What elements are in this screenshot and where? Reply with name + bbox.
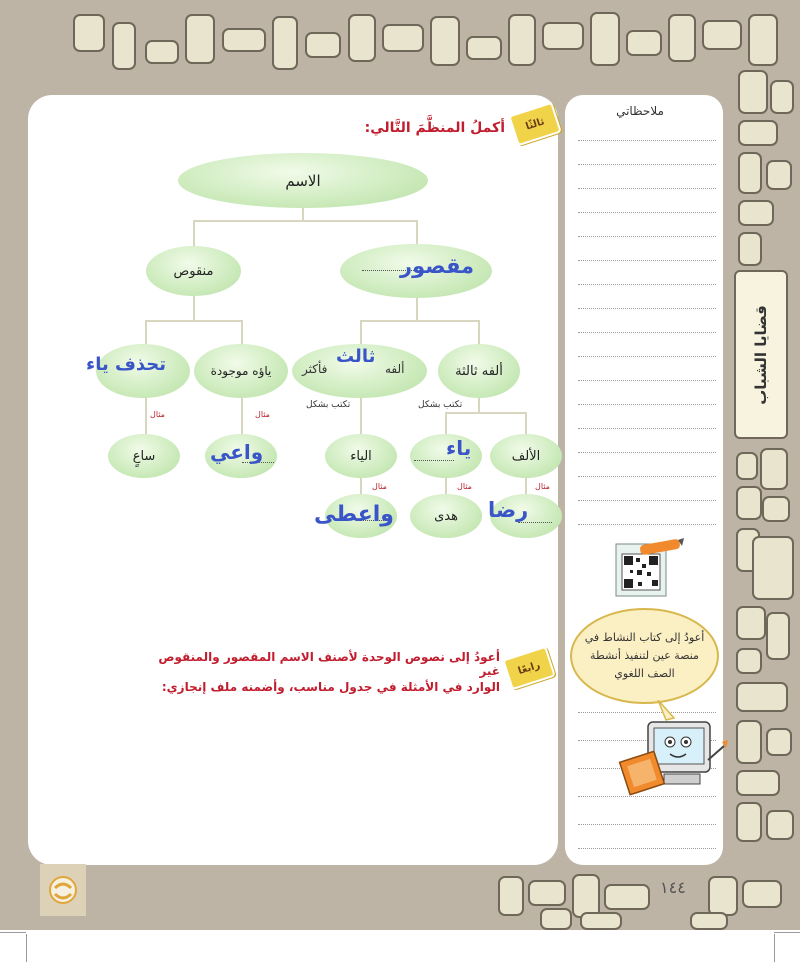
connector xyxy=(416,298,418,320)
publisher-logo-icon xyxy=(40,864,86,916)
notes-line xyxy=(578,140,716,141)
notes-line xyxy=(578,848,716,849)
answer-blank xyxy=(518,522,552,523)
connector xyxy=(416,220,418,246)
connector xyxy=(193,220,195,246)
stone xyxy=(112,22,136,70)
notes-line xyxy=(578,308,716,309)
connector xyxy=(445,412,447,436)
answer-blank xyxy=(414,460,454,461)
ya-answer: ياء xyxy=(446,436,472,460)
stone xyxy=(466,36,502,60)
stone xyxy=(766,160,792,190)
stone xyxy=(760,448,788,490)
bubble-line: منصة عين لتنفيذ أنشطة xyxy=(590,649,699,662)
stone xyxy=(770,80,794,114)
written-as-label-1: تكتب بشكل xyxy=(418,400,463,410)
stone xyxy=(272,16,298,70)
connector xyxy=(445,412,527,414)
ya-present-node: ياؤه موجودة xyxy=(194,344,288,398)
notes-line xyxy=(578,404,716,405)
section4-line2: الوارد في الأمثلة في جدول مناسب، وأضمنه ملف إنجازي: xyxy=(161,680,500,694)
alif-more-suffix: فأكثر xyxy=(302,362,328,376)
example-label: مثال xyxy=(457,482,472,491)
aata-answer: واعطى xyxy=(314,502,394,527)
stone xyxy=(590,12,620,66)
stone xyxy=(498,876,524,916)
connector xyxy=(478,396,480,412)
connector xyxy=(145,396,147,436)
stone xyxy=(736,770,780,796)
stone xyxy=(222,28,266,52)
stone xyxy=(736,802,762,842)
stone xyxy=(766,728,792,756)
notes-line xyxy=(578,428,716,429)
maqsur-answer: مقصور xyxy=(400,254,475,278)
section4-line1: أعودُ إلى نصوص الوحدة لأصنف الاسم المقصور والمنقوص غير xyxy=(158,650,500,678)
alif-more-answer: ثالث xyxy=(336,346,376,367)
written-as-label-2: تكتب بشكل xyxy=(306,400,351,410)
stone xyxy=(708,876,738,916)
stone xyxy=(185,14,215,64)
stone xyxy=(736,452,758,480)
stone xyxy=(762,496,790,522)
stone xyxy=(736,682,788,712)
stone xyxy=(736,648,762,674)
crop-mark xyxy=(774,932,800,933)
notes-line xyxy=(578,356,716,357)
crop-mark xyxy=(0,932,26,933)
ya-deleted-answer: تحذف ياء xyxy=(86,354,167,375)
stone xyxy=(348,14,376,62)
alif-more-prefix: ألفه xyxy=(385,362,405,376)
section4-badge: رابعًا xyxy=(502,646,556,691)
computer-mascot-icon xyxy=(618,700,728,800)
notes-line xyxy=(578,524,716,525)
alif-node: الألف xyxy=(490,434,562,478)
stone xyxy=(752,536,794,600)
stone xyxy=(145,40,179,64)
example-label: مثال xyxy=(255,410,270,419)
page-number: ١٤٤ xyxy=(660,878,686,897)
notes-line xyxy=(578,824,716,825)
stone xyxy=(430,16,460,66)
stone xyxy=(604,884,650,910)
connector xyxy=(145,320,243,322)
stone xyxy=(766,810,794,840)
connector xyxy=(193,296,195,320)
connector xyxy=(145,320,147,346)
stone xyxy=(542,22,584,50)
example-label: مثال xyxy=(150,410,165,419)
stone xyxy=(766,612,790,660)
connector xyxy=(360,396,362,436)
unit-side-tab xyxy=(734,270,788,439)
example-label: مثال xyxy=(372,482,387,491)
notes-line xyxy=(578,380,716,381)
bubble-line: أعودُ إلى كتاب النشاط في xyxy=(584,631,705,644)
stone xyxy=(738,232,762,266)
wai-answer: واعي xyxy=(210,440,264,464)
connector xyxy=(360,320,362,346)
huda-node: هدى xyxy=(410,494,482,538)
stone xyxy=(668,14,696,62)
stone xyxy=(738,120,778,146)
stone xyxy=(736,486,762,520)
stone xyxy=(690,912,728,930)
rida-answer: رضا xyxy=(488,498,529,522)
activity-hint-bubble xyxy=(570,608,719,704)
connector xyxy=(478,320,480,346)
connector xyxy=(360,320,480,322)
unit-title: قضايا الشباب xyxy=(752,304,770,405)
notes-line xyxy=(578,452,716,453)
notes-line xyxy=(578,164,716,165)
stone xyxy=(742,880,782,908)
stone xyxy=(580,912,622,930)
crop-mark xyxy=(26,934,27,962)
stone xyxy=(736,606,766,640)
stone xyxy=(73,14,105,52)
al-ya-node: الياء xyxy=(325,434,397,478)
connector xyxy=(193,220,418,222)
stone xyxy=(736,720,762,764)
stone xyxy=(702,20,742,50)
example-label: مثال xyxy=(535,482,550,491)
section3-badge: ثالثًا xyxy=(508,102,562,147)
connector xyxy=(241,320,243,346)
section3-title: أكملُ المنظَّمَ التَّالي: xyxy=(364,120,505,136)
sa-node: ساعٍ xyxy=(108,434,180,478)
stone xyxy=(738,200,774,226)
connector xyxy=(525,412,527,436)
stone xyxy=(626,30,662,56)
root-node: الاسم xyxy=(178,153,428,208)
stone xyxy=(508,14,536,66)
notes-line xyxy=(578,476,716,477)
stone xyxy=(748,14,778,66)
notes-line xyxy=(578,284,716,285)
crop-mark xyxy=(774,934,775,962)
bubble-line: الصف اللغوي xyxy=(614,667,675,680)
stone xyxy=(382,24,424,52)
stone xyxy=(738,70,768,114)
stone xyxy=(528,880,566,906)
stone xyxy=(305,32,341,58)
notes-title: ملاحظاتي xyxy=(616,104,664,118)
notes-line xyxy=(578,332,716,333)
notes-line xyxy=(578,236,716,237)
notes-line xyxy=(578,212,716,213)
alif-third-node: ألفه ثالثة xyxy=(438,344,520,398)
notes-line xyxy=(578,500,716,501)
connector xyxy=(302,206,304,220)
notes-line xyxy=(578,188,716,189)
qr-code-icon[interactable] xyxy=(612,538,686,600)
main-panel xyxy=(28,95,558,865)
stone xyxy=(738,152,762,194)
stone xyxy=(540,908,572,930)
notes-line xyxy=(578,260,716,261)
manqus-node: منقوص xyxy=(146,246,241,296)
connector xyxy=(241,396,243,436)
